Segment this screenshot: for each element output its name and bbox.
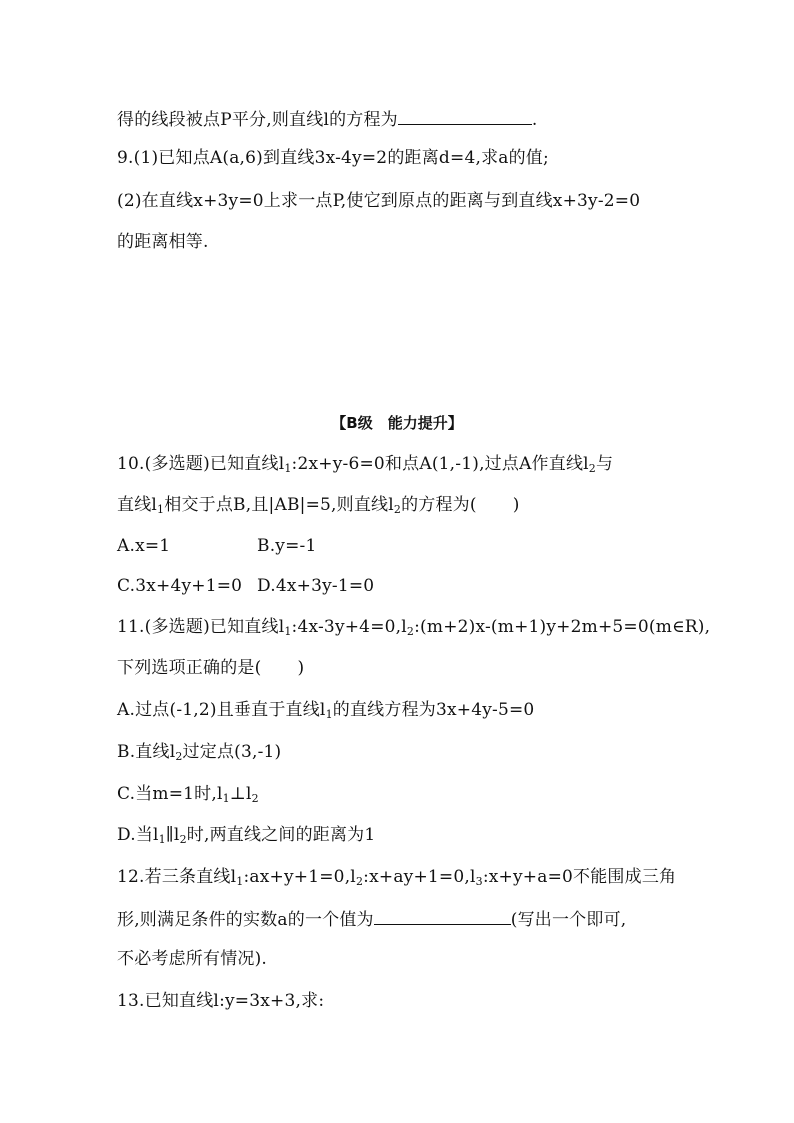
q12-answer-blank [374, 906, 511, 925]
q12-text-a: 12.若三条直线l [117, 867, 237, 887]
q9-line2: (2)在直线x+3y=0上求一点P,使它到原点的距离与到直线x+3y-2=0 [117, 191, 641, 211]
q11-line2 [117, 656, 304, 680]
q11-text-a: 11.(多选题)已知直线l [117, 617, 285, 637]
q10-text-f: 的方程为( [401, 495, 477, 515]
q11-optA-text-b: 的直线方程为3x+4y-5=0 [332, 700, 535, 720]
q10-close-paren: ) [512, 495, 520, 515]
q8-answer-blank [398, 106, 532, 125]
q10-option-d: D.4x+3y-1=0 [257, 576, 375, 596]
q10-options-ab [117, 534, 317, 558]
q10-text-e: 相交于点B,且|AB|=5,则直线l [164, 495, 394, 515]
q11-option-c [117, 782, 259, 806]
q9-line3: 的距离相等. [117, 232, 209, 252]
q11-optB-text-a: B.直线l [117, 742, 176, 762]
q11-optC-sub1: 1 [222, 792, 230, 805]
q8-tail-text: 得的线段被点P平分,则直线l的方程为 [117, 110, 398, 130]
q11-optA-text-a: A.过点(-1,2)且垂直于直线l [117, 700, 326, 720]
q10-option-b: B.y=-1 [257, 536, 317, 556]
q12-sub2: 2 [355, 875, 364, 888]
q12-sub1: 1 [236, 875, 244, 888]
q11-optD-sub1: 1 [158, 833, 166, 846]
q11-option-b [117, 740, 281, 764]
q12-sub3: 3 [475, 875, 483, 888]
q11-text-b: :4x-3y+4=0,l [291, 617, 407, 637]
q8-tail-end: . [531, 110, 538, 130]
q11-text-line2: 下列选项正确的是( [117, 658, 262, 678]
q11-optD-sub2: 2 [179, 833, 187, 846]
q11-line1 [117, 615, 710, 639]
q11-optB-sub: 2 [175, 750, 183, 763]
q10-option-a: A.x=1 [117, 536, 171, 556]
q10-text-c: 与 [596, 454, 614, 474]
q12-line3: 不必考虑所有情况). [117, 949, 268, 969]
q11-optC-text-a: C.当m=1时,l [117, 784, 223, 804]
q12-text-b: :ax+y+1=0,l [243, 867, 356, 887]
q11-optC-text-b: ⊥l [229, 784, 252, 804]
q11-sub2: 2 [406, 625, 415, 638]
q10-text-a: 10.(多选题)已知直线l [117, 454, 285, 474]
q8-tail-line [117, 106, 538, 132]
q11-option-d [117, 823, 375, 847]
q11-optD-text-b: ∥l [165, 825, 180, 845]
q10-option-c: C.3x+4y+1=0 [117, 576, 243, 596]
q10-text-d: 直线l [117, 495, 158, 515]
q10-sub1: 1 [284, 462, 292, 475]
q11-optD-text-a: D.当l [117, 825, 159, 845]
q10-line1 [117, 452, 613, 476]
q9-line1: 9.(1)已知点A(a,6)到直线3x-4y=2的距离d=4,求a的值; [117, 148, 549, 168]
q12-line1 [117, 865, 676, 889]
q11-sub1: 1 [284, 625, 292, 638]
q10-options-cd [117, 574, 374, 598]
q11-close-paren: ) [297, 658, 305, 678]
q13-line1: 13.已知直线l:y=3x+3,求: [117, 991, 325, 1011]
q11-optB-text-b: 过定点(3,-1) [182, 742, 282, 762]
q12-text-d: :x+y+a=0不能围成三角 [482, 867, 677, 887]
q11-optD-text-c: 时,两直线之间的距离为1 [186, 825, 376, 845]
q12-line2 [117, 906, 626, 932]
q10-sub4: 2 [393, 503, 402, 516]
q11-option-a [117, 698, 534, 722]
q12-text-line2a: 形,则满足条件的实数a的一个值为 [117, 910, 374, 930]
q11-optC-sub2: 2 [251, 792, 259, 805]
q12-text-c: :x+ay+1=0,l [363, 867, 476, 887]
q11-optA-sub: 1 [325, 708, 333, 721]
q12-text-line2b: (写出一个即可, [510, 910, 627, 930]
q11-text-c: :(m+2)x-(m+1)y+2m+5=0(m∈R), [414, 617, 711, 637]
q10-line2 [117, 493, 520, 517]
q10-sub3: 1 [157, 503, 165, 516]
q10-sub2: 2 [588, 462, 596, 475]
section-heading: 【B级 能力提升】 [331, 414, 463, 432]
q10-text-b: :2x+y-6=0和点A(1,-1),过点A作直线l [291, 454, 589, 474]
